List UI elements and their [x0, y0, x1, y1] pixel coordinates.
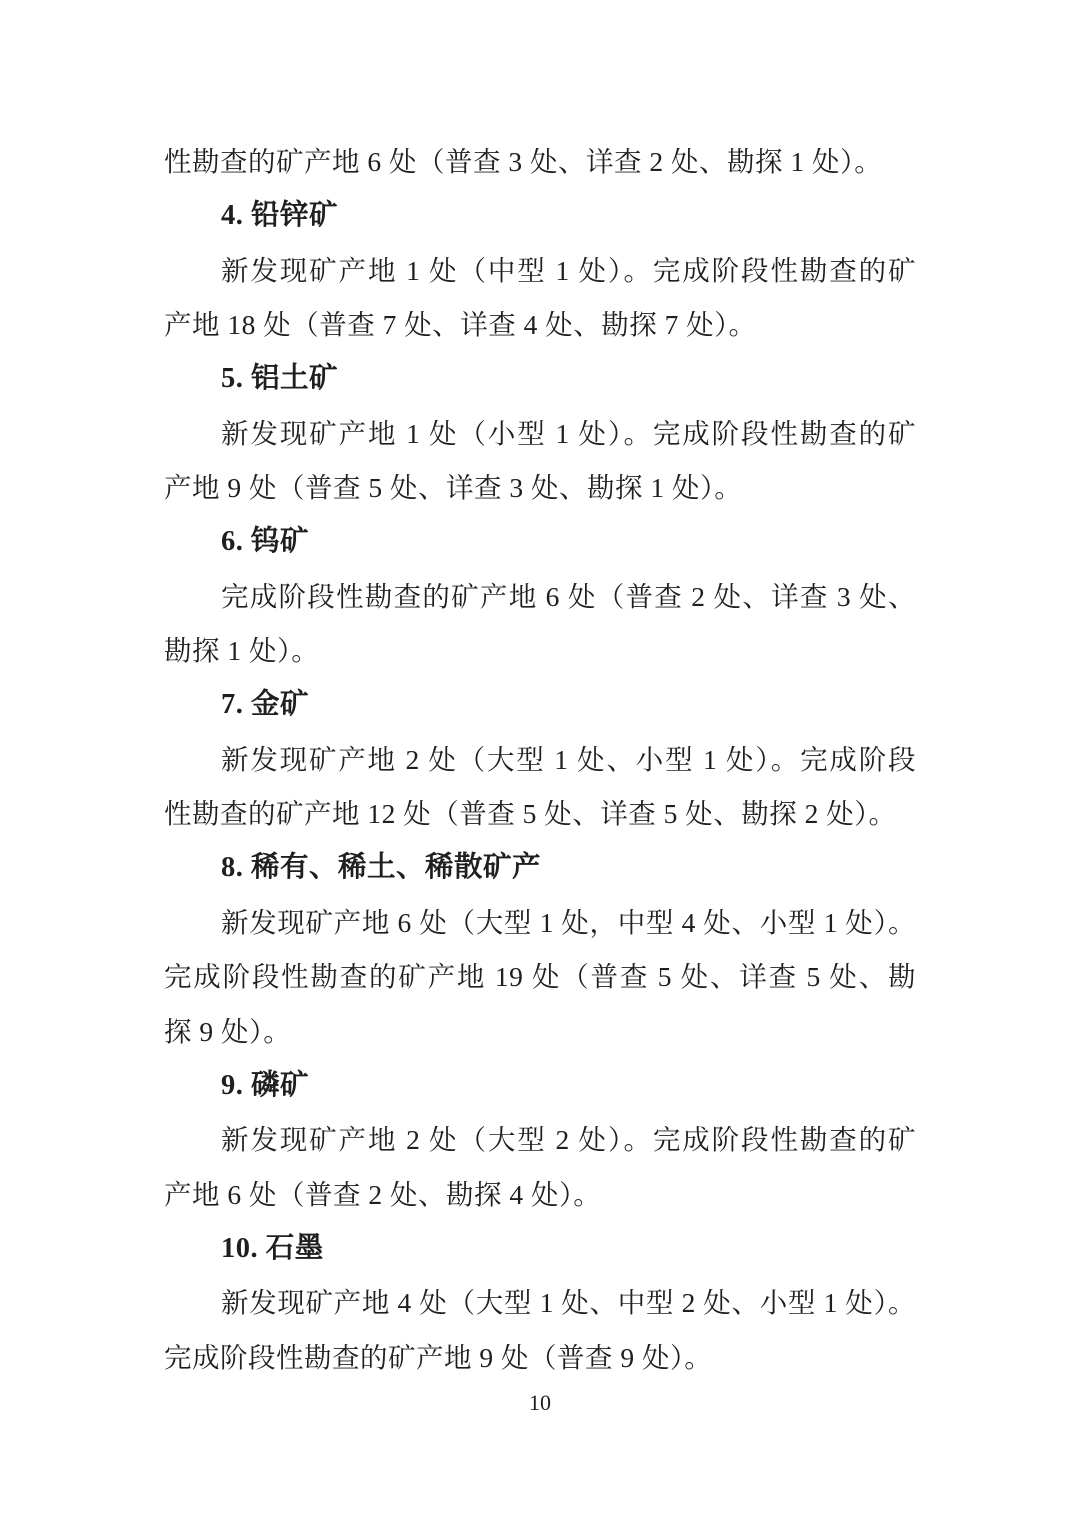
text-line: 性勘查的矿产地 6 处（普查 3 处、详查 2 处、勘探 1 处）。	[164, 146, 883, 177]
text-line: 完成阶段性勘查的矿产地 9 处（普查 9 处）。	[164, 1341, 713, 1373]
section-heading: 4. 铅锌矿	[221, 200, 339, 232]
page-number: 10	[529, 1390, 551, 1415]
document-body	[164, 135, 916, 1385]
text-line: 新发现矿产地 4 处（大型 1 处、中型 2 处、小型 1 处）。	[221, 1287, 916, 1319]
text-line: 新发现矿产地 2 处（大型 2 处）。完成阶段性勘查的矿	[221, 1124, 916, 1156]
text-line: 勘探 1 处）。	[164, 635, 320, 667]
text-line: 性勘查的矿产地 12 处（普查 5 处、详查 5 处、勘探 2 处）。	[164, 798, 897, 830]
text-line: 新发现矿产地 6 处（大型 1 处，中型 4 处、小型 1 处）。	[221, 906, 916, 938]
text-line: 完成阶段性勘查的矿产地 19 处（普查 5 处、详查 5 处、勘	[164, 961, 916, 993]
section-heading: 9. 磷矿	[221, 1069, 310, 1101]
text-line: 完成阶段性勘查的矿产地 6 处（普查 2 处、详查 3 处、	[221, 580, 916, 612]
section-heading: 10. 石墨	[221, 1232, 324, 1264]
text-line: 产地 9 处（普查 5 处、详查 3 处、勘探 1 处）。	[164, 472, 743, 504]
section-heading: 8. 稀有、稀土、稀散矿产	[221, 852, 542, 884]
text-line: 新发现矿产地 1 处（中型 1 处）。完成阶段性勘查的矿	[221, 254, 916, 286]
text-line: 探 9 处）。	[164, 1015, 292, 1047]
text-line: 产地 6 处（普查 2 处、勘探 4 处）。	[164, 1178, 602, 1210]
section-heading: 6. 钨矿	[221, 526, 310, 558]
text-line: 新发现矿产地 1 处（小型 1 处）。完成阶段性勘查的矿	[221, 417, 916, 449]
text-line: 产地 18 处（普查 7 处、详查 4 处、勘探 7 处）。	[164, 309, 757, 341]
text-line: 新发现矿产地 2 处（大型 1 处、小型 1 处）。完成阶段	[221, 743, 916, 775]
section-heading: 7. 金矿	[221, 689, 310, 721]
section-heading: 5. 铝土矿	[221, 363, 339, 395]
